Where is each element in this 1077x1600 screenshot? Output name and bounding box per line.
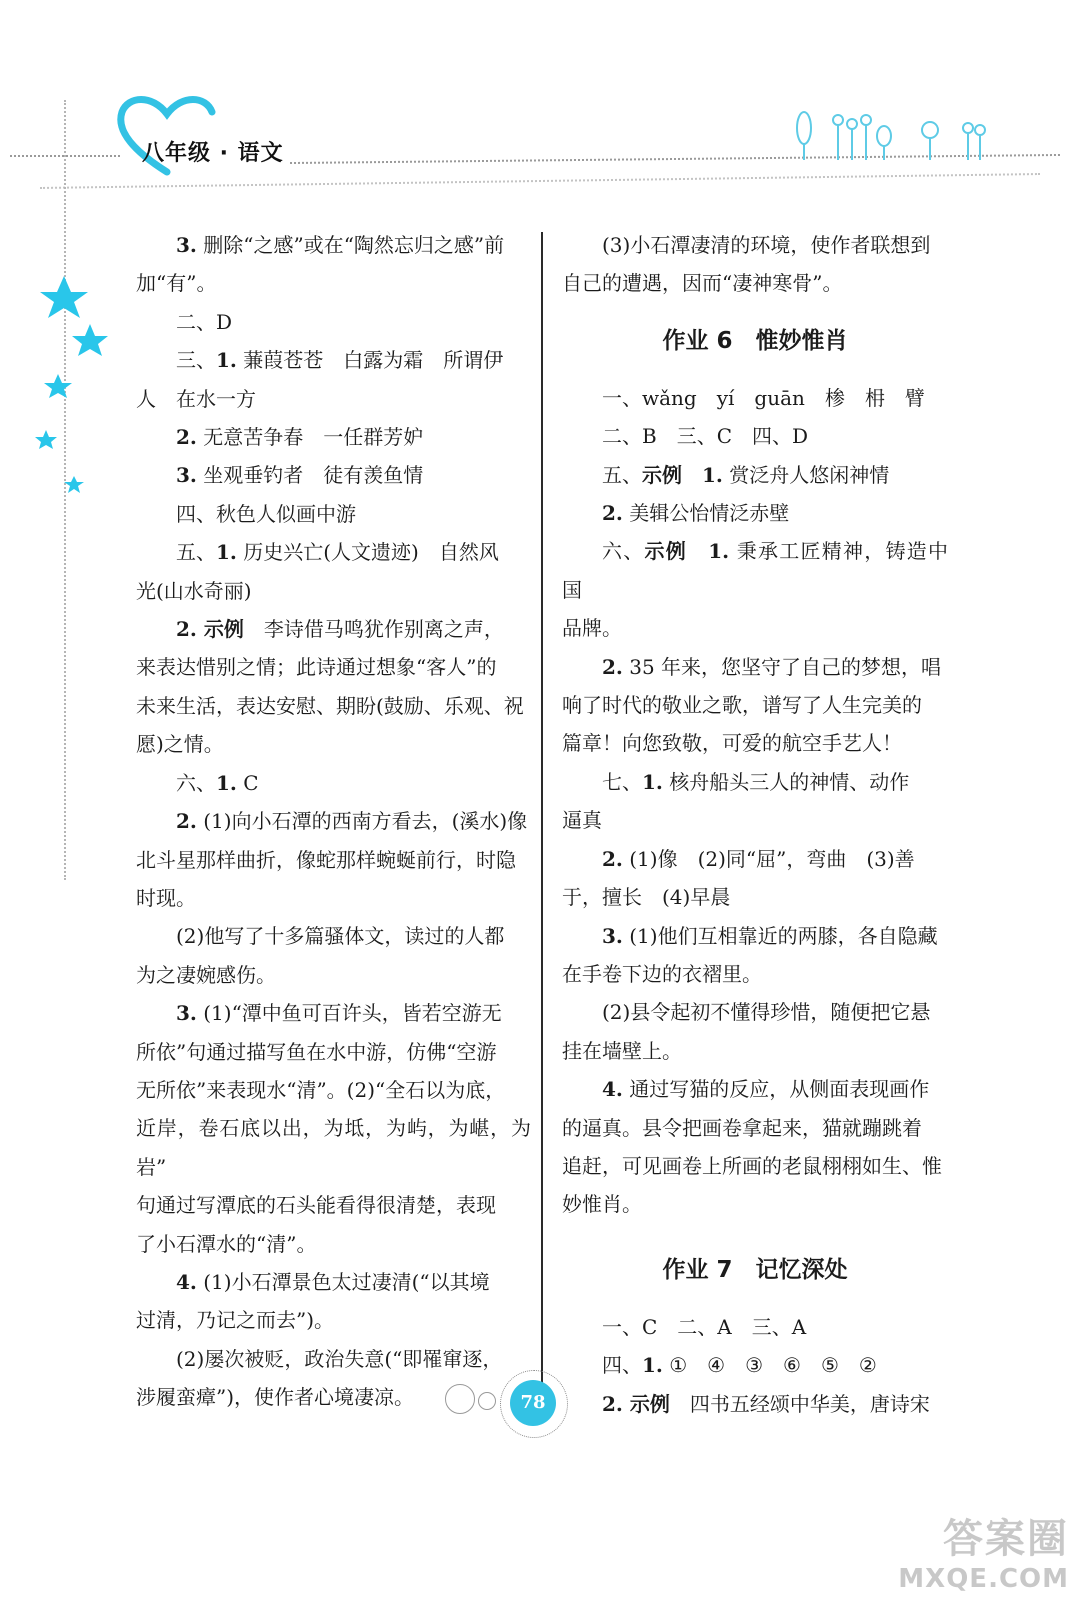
section6-line: 挂在墙壁上。 (562, 1038, 682, 1063)
left-line: 了小石潭水的“清”。 (136, 1231, 317, 1256)
left-line: 4. (1)小石潭景色太过凄清(“以其境 (176, 1269, 490, 1294)
watermark-url: MXQE.COM (898, 1564, 1069, 1594)
section6-line: 妙惟肖。 (562, 1192, 642, 1217)
section6-line: 六、示例 1. 秉承工匠精神，铸造中国 (562, 539, 948, 602)
section6-line: 的逼真。县令把画卷拿起来，猫就蹦跳着 (562, 1115, 922, 1140)
left-line: 为之凄婉感伤。 (136, 962, 276, 987)
left-line: 所依”句通过描写鱼在水中游，仿佛“空游 (136, 1039, 497, 1064)
left-line: 时现。 (136, 885, 196, 910)
section6-line: 追赶，可见画卷上所画的老鼠栩栩如生、惟 (562, 1153, 942, 1178)
section6-line: 篇章！向您致敬，可爱的航空手艺人！ (562, 731, 902, 756)
section6-line: 二、B 三、C 四、D (602, 424, 809, 449)
column-separator (541, 232, 543, 1392)
section6-line: 在手卷下边的衣褶里。 (562, 961, 762, 986)
section6-line: 七、1. 核舟船头三人的神情、动作 (602, 769, 910, 794)
left-line: 3. 坐观垂钓者 徒有羡鱼情 (176, 463, 424, 488)
decorative-circle (445, 1384, 475, 1414)
left-line: (2)他写了十多篇骚体文，读过的人都 (176, 924, 505, 949)
left-line: 二、D (176, 309, 233, 334)
section-6-body (562, 379, 948, 1224)
right-intro (562, 226, 948, 303)
watermark-logo-text: 答案圈 (943, 1516, 1069, 1562)
section7-line: 2. 示例 四书五经颂中华美，唐诗宋 (602, 1391, 930, 1416)
left-line: 人 在水一方 (136, 386, 256, 411)
left-line: 五、1. 历史兴亡(人文遗迹) 自然风 (176, 540, 499, 565)
section-7-body (562, 1308, 948, 1423)
section6-line: 2. 美辑公怡情泛赤壁 (602, 501, 790, 526)
intro-line: 自己的遭遇，因而“凄神寒骨”。 (562, 271, 843, 296)
left-line: 六、1. C (176, 770, 259, 795)
left-line: 无所依”来表现水“清”。(2)“全石以为底， (136, 1077, 506, 1102)
left-line: 未来生活，表达安慰、期盼(鼓励、乐观、祝 (136, 693, 524, 718)
section6-line: 一、wǎng yí guān 椮 枏 臂 (602, 385, 925, 410)
left-line: 2. 无意苦争春 一任群芳妒 (176, 425, 424, 450)
intro-line: (3)小石潭凄清的环境，使作者联想到 (602, 233, 931, 257)
section-7-title: 作业 7 记忆深处 (662, 1256, 848, 1283)
section7-line: 四、1. ① ④ ③ ⑥ ⑤ ② (602, 1353, 877, 1378)
right-column (562, 226, 948, 1423)
section7-line: 一、C 二、A 三、A (602, 1314, 807, 1339)
left-line: 光(山水奇丽) (136, 578, 252, 603)
left-column (136, 226, 531, 1417)
section-6-title: 作业 6 惟妙惟肖 (662, 327, 848, 354)
section6-line: 3. (1)他们互相靠近的两膝，各自隐藏 (602, 923, 938, 948)
stars-decoration-icon (30, 270, 120, 530)
left-line: 愿)之情。 (136, 732, 224, 757)
section6-line: 4. 通过写猫的反应，从侧面表现画作 (602, 1077, 930, 1102)
left-line: 句通过写潭底的石头能看得很清楚，表现 (136, 1193, 496, 1218)
left-line: 近岸，卷石底以出，为坻，为屿，为嵁，为岩” (136, 1116, 531, 1179)
left-line: 来表达惜别之情；此诗通过想象“客人”的 (136, 655, 497, 680)
page-number: 78 (510, 1380, 556, 1426)
section6-line: 2. (1)像 (2)同“屈”，弯曲 (3)善 (602, 846, 915, 871)
left-line: 2. 示例 李诗借马鸣犹作别离之声， (176, 617, 504, 642)
left-line: 涉履蛮瘴”)，使作者心境凄凉。 (136, 1385, 415, 1410)
section6-line: 响了时代的敬业之歌，谱写了人生完美的 (562, 693, 922, 718)
left-line: 2. (1)向小石潭的西南方看去，(溪水)像 (176, 809, 528, 834)
left-line: 四、秋色人似画中游 (176, 501, 356, 526)
left-line: 加“有”。 (136, 271, 217, 296)
decorative-circle (478, 1392, 496, 1410)
left-line: (2)屡次被贬，政治失意(“即罹窜逐， (176, 1346, 503, 1371)
left-line: 北斗星那样曲折，像蛇那样蜿蜒前行，时隐 (136, 847, 516, 872)
flower-decoration-icon (790, 100, 990, 170)
section6-line: 2. 35 年来，您坚守了自己的梦想，唱 (602, 654, 942, 679)
left-line: 3. 删除“之感”或在“陶然忘归之感”前 (176, 233, 505, 257)
left-line: 三、1. 蒹葭苍苍 白露为霜 所谓伊 (176, 348, 504, 373)
left-line: 3. (1)“潭中鱼可百许头，皆若空游无 (176, 1001, 502, 1026)
watermark (898, 1507, 1069, 1594)
left-line: 过清，乃记之而去”)。 (136, 1308, 335, 1333)
header-title: 八年级 · 语文 (142, 141, 284, 166)
section6-line: 逼真 (562, 808, 602, 833)
section6-line: 五、示例 1. 赏泛舟人悠闲神情 (602, 462, 890, 487)
section6-line: 品牌。 (562, 616, 622, 641)
section6-line: 于，擅长 (4)早晨 (562, 885, 731, 910)
section6-line: (2)县令起初不懂得珍惜，随便把它悬 (602, 1000, 931, 1025)
